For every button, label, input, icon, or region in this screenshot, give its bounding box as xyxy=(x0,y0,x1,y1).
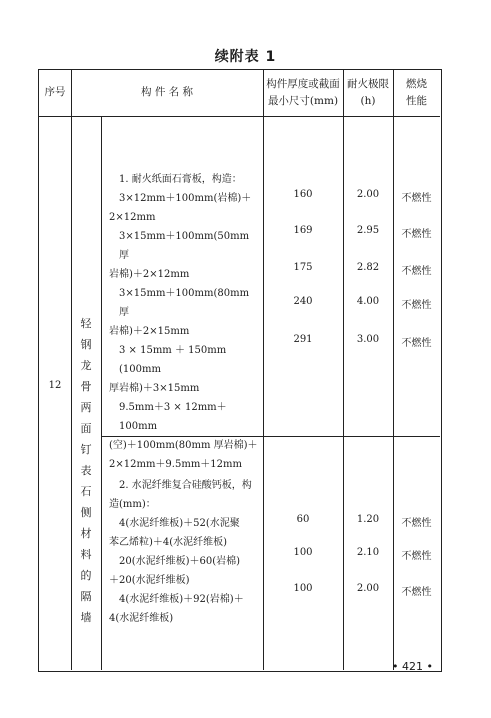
g2-burn-1: 不燃性 xyxy=(401,518,432,529)
g2-thickness-2: 100 xyxy=(293,547,313,558)
desc-line: 3×15mm＋100mm(80mm 厚 xyxy=(119,288,250,318)
desc-line: 2×12mm＋9.5mm＋12mm xyxy=(109,459,242,470)
header-thickness-line2: 最小尺寸(mm) xyxy=(267,95,339,107)
g2-burn-3: 不燃性 xyxy=(401,587,432,598)
category-line: 的隔 xyxy=(80,569,92,603)
g2-limit-3: 2.00 xyxy=(356,583,380,594)
fire-resistance-table xyxy=(38,69,442,672)
desc-line: (空)＋100mm(80mm 厚岩棉)＋ xyxy=(109,440,258,451)
desc-line: 3×15mm＋100mm(50mm 厚 xyxy=(119,231,250,261)
desc-line: 4(水泥纤维板) xyxy=(109,613,174,624)
g1-limit-2: 2.95 xyxy=(356,225,380,236)
header-thickness xyxy=(263,76,343,110)
header-seq: 序号 xyxy=(44,86,66,98)
desc-line: 4(水泥纤维板)＋92(岩棉)＋ xyxy=(119,594,244,605)
category-line: 龙骨 xyxy=(80,359,92,393)
row-seq: 12 xyxy=(48,380,62,391)
table-title: 续附表 1 xyxy=(214,49,277,65)
g1-burn-2: 不燃性 xyxy=(401,229,432,240)
desc-line: 1. 耐火纸面石膏板，构造： xyxy=(119,174,242,185)
category-line: 材料 xyxy=(80,527,92,561)
g1-thickness-2: 169 xyxy=(293,225,313,236)
desc-line: 岩棉)＋2×15mm xyxy=(109,326,190,337)
g1-limit-1: 2.00 xyxy=(356,189,380,200)
g1-burn-4: 不燃性 xyxy=(401,300,432,311)
g1-thickness-4: 240 xyxy=(293,296,313,307)
desc-line: 20(水泥纤维板)＋60(岩棉) xyxy=(119,556,241,567)
header-thickness-line1: 构件厚度或截面 xyxy=(266,78,340,90)
desc-line: 岩棉)＋2×12mm xyxy=(109,269,190,280)
row-category xyxy=(76,313,96,628)
g2-limit-1: 1.20 xyxy=(356,514,380,525)
desc-line: 3×12mm＋100mm(岩棉)＋ xyxy=(119,193,252,204)
g1-limit-3: 2.82 xyxy=(356,262,380,273)
page-number: • 421 • xyxy=(392,660,433,673)
col-divider-seq xyxy=(71,70,72,670)
col-divider-thickness xyxy=(343,70,344,670)
header-limit xyxy=(343,76,393,110)
header-burn xyxy=(393,76,440,110)
desc-line: 造(mm)： xyxy=(109,499,156,510)
g2-burn-2: 不燃性 xyxy=(401,551,432,562)
desc-line: 9.5mm＋3 × 12mm＋ 100mm xyxy=(119,402,227,432)
g1-limit-5: 3.00 xyxy=(356,334,380,345)
header-burn-line2: 性能 xyxy=(406,95,427,107)
header-burn-line1: 燃烧 xyxy=(406,78,427,90)
g1-burn-3: 不燃性 xyxy=(401,266,432,277)
g2-thickness-1: 60 xyxy=(296,514,310,525)
g1-burn-5: 不燃性 xyxy=(401,338,432,349)
g1-limit-4: 4.00 xyxy=(356,296,380,307)
g1-thickness-5: 291 xyxy=(293,334,313,345)
g1-burn-1: 不燃性 xyxy=(401,193,432,204)
category-line: 石侧 xyxy=(80,485,92,519)
header-name: 构 件 名 称 xyxy=(140,86,193,98)
desc-line: 2. 水泥纤维复合硅酸钙板，构 xyxy=(119,480,252,491)
g1-thickness-3: 175 xyxy=(293,262,313,273)
desc-line: 4(水泥纤维板)＋52(水泥聚 xyxy=(119,518,240,529)
desc-line: 苯乙烯粒)＋4(水泥纤维板) xyxy=(109,537,228,548)
category-line: 两面 xyxy=(80,401,92,435)
desc-line: 厚岩棉)＋3×15mm xyxy=(109,383,200,394)
desc-line: 3 × 15mm ＋ 150mm (100mm xyxy=(119,345,227,375)
desc-line: 2×12mm xyxy=(109,212,156,223)
col-divider-category xyxy=(101,116,102,670)
group1-description xyxy=(109,170,261,474)
g2-thickness-3: 100 xyxy=(293,583,313,594)
g2-limit-2: 2.10 xyxy=(356,547,380,558)
header-limit-line2: (h) xyxy=(360,95,376,107)
col-divider-name xyxy=(263,70,264,670)
category-line: 钉表 xyxy=(80,443,92,477)
desc-line: ＋20(水泥纤维板) xyxy=(109,575,190,586)
col-divider-limit xyxy=(393,70,394,670)
group2-description xyxy=(109,476,261,628)
g1-thickness-1: 160 xyxy=(293,189,313,200)
category-line: 轻钢 xyxy=(80,317,92,351)
category-line: 墙 xyxy=(80,611,92,624)
header-limit-line1: 耐火极限 xyxy=(347,78,389,90)
header-divider xyxy=(39,116,440,117)
